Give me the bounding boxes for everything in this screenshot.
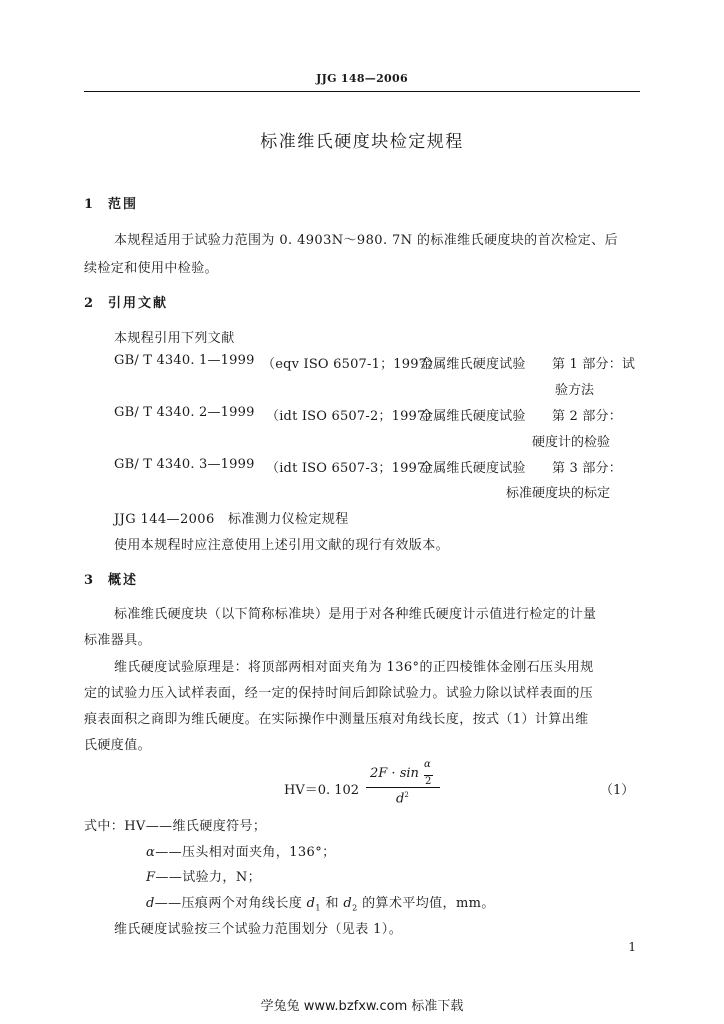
definition-end: 的算术平均值，mm。 [357,896,495,911]
symbol-d2: d [343,896,353,911]
formula-two: 2 [425,776,432,787]
where-intro: 式中：HV——维氏硬度符号； [84,819,267,834]
reference-equivalent: （idt ISO 6507-2；1997） [266,409,439,424]
formula-number: （1） [600,783,635,798]
reference-jjg: JJG 144—2006 标准测力仪检定规程 [114,512,349,527]
section-number: 3 [84,573,94,588]
closing-paragraph: 维氏硬度试验按三个试验力范围划分（见表 1）。 [114,922,403,937]
header-rule [84,91,640,92]
reference-part: 第 1 部分：试 [552,357,636,372]
subscript: 1 [315,903,321,913]
reference-part: 第 2 部分： [552,409,622,424]
symbol-d1: d [306,896,316,911]
formula-alpha: α [424,759,431,770]
definition: ——压头相对面夹角，136°； [155,845,336,860]
paragraph-line: 标准器具。 [84,633,152,648]
section-number: 2 [84,296,94,311]
paragraph-line: 氏硬度值。 [84,738,152,753]
definition: ——试验力，N； [155,870,261,885]
formula-lhs: HV＝0. 102 [284,783,360,798]
where-d [146,892,495,913]
formula-denominator [396,791,409,806]
symbol: d [146,896,155,911]
paragraph-line: 痕表面积之商即为维氏硬度。在实际操作中测量压痕对角线长度，按式（1）计算出维 [84,712,589,727]
formula-numerator [370,766,419,781]
section-title: 范围 [108,197,139,212]
reference-code: GB/ T 4340. 2—1999 [114,405,255,420]
page-number: 1 [628,940,636,954]
reference-equivalent: （idt ISO 6507-3；1997） [266,461,439,476]
reference-note: 使用本规程时应注意使用上述引用文献的现行有效版本。 [114,538,450,553]
section-2-heading [84,292,168,311]
paragraph-line: 定的试验力压入试样表面，经一定的保持时间后卸除试验力。试验力除以试样表面的压 [84,686,594,701]
definition: ——压痕两个对角线长度 [154,896,307,911]
subscript: 2 [352,903,358,913]
symbol: F [146,870,156,885]
reference-entry [114,457,640,477]
reference-entry [114,353,640,373]
reference-name: 金属维氏硬度试验 [420,461,526,476]
symbol: α [146,845,156,860]
reference-name: 金属维氏硬度试验 [420,409,526,424]
section-3-heading [84,569,138,588]
reference-continuation: 标准硬度块的标定 [505,486,610,501]
references-intro: 本规程引用下列文献 [114,331,235,346]
formula-fraction-bar [366,787,440,788]
paragraph-line: 本规程适用于试验力范围为 0. 4903N～980. 7N 的标准维氏硬度块的首次检定、后 [114,233,618,248]
reference-continuation: 硬度计的检验 [531,435,610,450]
where-F [146,866,261,885]
section-number: 1 [84,197,94,212]
reference-continuation: 验方法 [554,383,594,398]
where-alpha [146,841,336,860]
running-header: JJG 148—2006 [316,72,408,85]
paragraph-line: 标准维氏硬度块（以下简称标准块）是用于对各种维氏硬度计示值进行检定的计量 [114,607,597,622]
reference-entry [114,405,640,425]
formula-numerator-text: 2F · sin [370,766,419,781]
watermark-footer: 学兔兔 www.bzfxw.com 标准下载 [260,999,464,1014]
section-1-heading [84,193,138,212]
conjunction: 和 [320,896,344,911]
paragraph-line: 维氏硬度试验原理是：将顶部两相对面夹角为 136°的正四棱锥体金刚石压头用规 [114,660,594,675]
reference-equivalent: （eqv ISO 6507-1；1997） [262,357,441,372]
formula-d: d [396,791,405,807]
reference-code: GB/ T 4340. 1—1999 [114,353,255,368]
paragraph-line: 续检定和使用中检验。 [84,261,219,276]
reference-code: GB/ T 4340. 3—1999 [114,457,255,472]
reference-name: 金属维氏硬度试验 [420,357,526,372]
document-title: 标准维氏硬度块检定规程 [260,132,464,152]
section-title: 概述 [108,573,139,588]
reference-part: 第 3 部分： [552,461,622,476]
section-title: 引用文献 [108,296,169,311]
formula-exponent: 2 [404,791,409,799]
